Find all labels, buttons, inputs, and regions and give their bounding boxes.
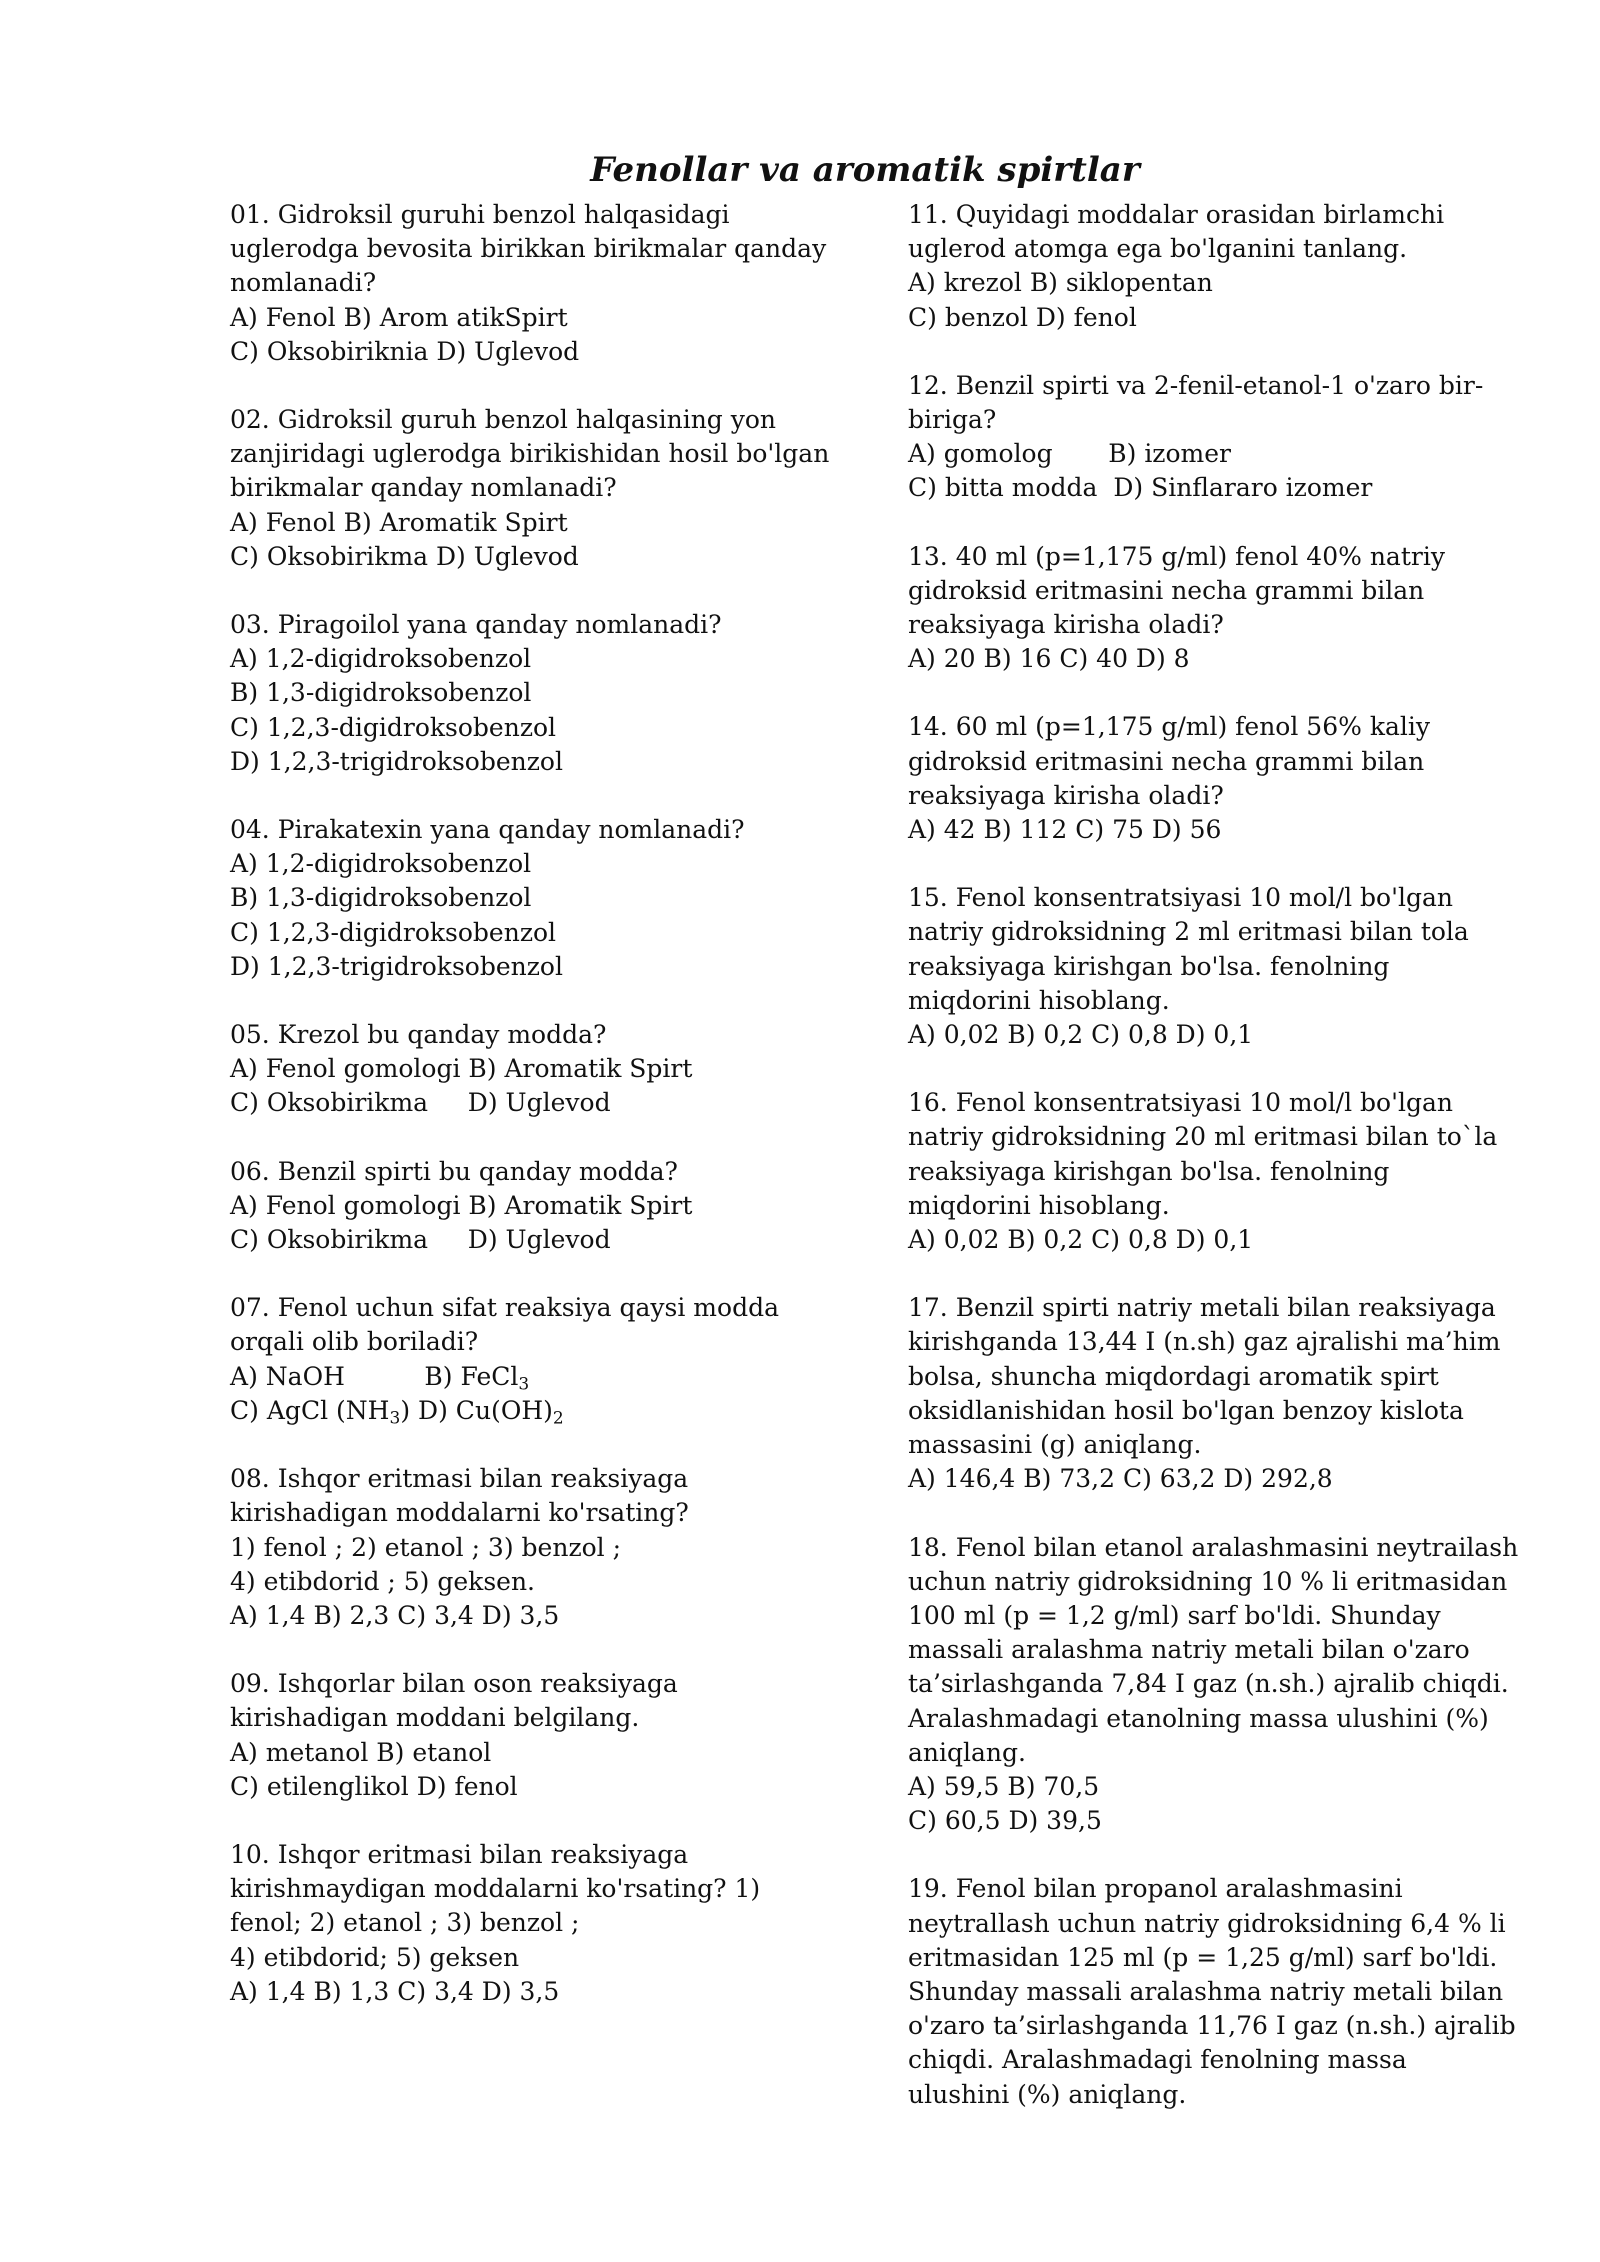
question-line: A) 0,02 B) 0,2 C) 0,8 D) 0,1 bbox=[908, 1020, 1254, 1050]
question-line: nomlanadi? bbox=[230, 268, 377, 298]
question-line: bolsa, shuncha miqdordagi aromatik spirt bbox=[908, 1361, 1439, 1391]
question-line: C) 1,2,3-digidroksobenzol bbox=[230, 917, 557, 947]
question-line: 05. Krezol bu qanday modda? bbox=[230, 1020, 607, 1050]
question-line: gidroksid eritmasini necha grammi bilan bbox=[908, 746, 1425, 776]
question-line: A) 1,4 B) 1,3 C) 3,4 D) 3,5 bbox=[230, 1976, 560, 2006]
question-line: A) 1,2-digidroksobenzol bbox=[230, 849, 532, 879]
question-block bbox=[908, 198, 1508, 335]
question-line: 11. Quyidagi moddalar orasidan birlamchi bbox=[908, 200, 1445, 229]
question-line: C) bitta modda D) Sinflararo izomer bbox=[908, 473, 1373, 503]
question-line: Shunday massali aralashma natriy metali bilan bbox=[908, 1976, 1504, 2006]
question-line: kirishmaydigan moddalarni ko'rsating? 1) bbox=[230, 1874, 761, 1904]
question-line: natriy gidroksidning 2 ml eritmasi bilan tola bbox=[908, 917, 1469, 947]
question-line: biriga? bbox=[908, 405, 997, 435]
question-line: A) 1,2-digidroksobenzol bbox=[230, 644, 532, 674]
question-line: uglerodga bevosita birikkan birikmalar qanday bbox=[230, 234, 827, 264]
question-line: reaksiyaga kirishgan bo'lsa. fenolning bbox=[908, 1156, 1390, 1186]
question-line: 16. Fenol konsentratsiyasi 10 mol/l bo'lgan bbox=[908, 1088, 1453, 1118]
question-line: chiqdi. Aralashmadagi fenolning massa bbox=[908, 2045, 1407, 2075]
question-line: 13. 40 ml (p=1,175 g/ml) fenol 40% natriy bbox=[908, 541, 1445, 571]
question-line: A) NaOH B) FeCl$_3$ bbox=[230, 1361, 530, 1394]
question-line: 08. Ishqor eritmasi bilan reaksiyaga bbox=[230, 1464, 689, 1494]
question-block bbox=[230, 1667, 870, 1804]
question-line: ulushini (%) aniqlang. bbox=[908, 2079, 1187, 2109]
question-line: C) 60,5 D) 39,5 bbox=[908, 1806, 1102, 1836]
question-line: A) krezol B) siklopentan bbox=[908, 268, 1213, 298]
question-line: massasini (g) aniqlang. bbox=[908, 1430, 1202, 1460]
question-block bbox=[908, 710, 1508, 847]
question-line: 04. Pirakatexin yana qanday nomlanadi? bbox=[230, 815, 745, 845]
question-block bbox=[908, 540, 1508, 677]
question-line: C) Oksobirikma D) Uglevod bbox=[230, 1225, 611, 1255]
question-line: A) 146,4 B) 73,2 C) 63,2 D) 292,8 bbox=[908, 1464, 1333, 1494]
question-line: 03. Piragoilol yana qanday nomlanadi? bbox=[230, 610, 722, 640]
question-line: 01. Gidroksil guruhi benzol halqasidagi bbox=[230, 200, 730, 229]
question-block bbox=[230, 1291, 870, 1428]
question-line: 06. Benzil spirti bu qanday modda? bbox=[230, 1156, 678, 1186]
question-line: D) 1,2,3-trigidroksobenzol bbox=[230, 746, 563, 776]
right-column bbox=[908, 198, 1519, 2146]
question-block bbox=[230, 198, 870, 369]
question-line: reaksiyaga kirishgan bo'lsa. fenolning bbox=[908, 951, 1390, 981]
question-line: kirishadigan moddalarni ko'rsating? bbox=[230, 1498, 689, 1528]
question-block bbox=[230, 403, 870, 574]
question-line: gidroksid eritmasini necha grammi bilan bbox=[908, 575, 1425, 605]
question-line: miqdorini hisoblang. bbox=[908, 985, 1170, 1015]
question-block bbox=[230, 813, 870, 984]
question-line: 17. Benzil spirti natriy metali bilan reaksiyaga bbox=[908, 1293, 1496, 1323]
question-line: A) Fenol B) Arom atikSpirt bbox=[230, 302, 568, 332]
question-line: A) gomolog B) izomer bbox=[908, 439, 1231, 469]
question-block bbox=[230, 1462, 870, 1633]
question-line: fenol; 2) etanol ; 3) benzol ; bbox=[230, 1908, 580, 1938]
question-line: uglerod atomga ega bo'lganini tanlang. bbox=[908, 234, 1408, 264]
question-line: A) 42 B) 112 C) 75 D) 56 bbox=[908, 815, 1222, 845]
question-line: C) Oksobiriknia D) Uglevod bbox=[230, 336, 580, 366]
question-line: A) Fenol gomologi B) Aromatik Spirt bbox=[230, 1054, 693, 1084]
question-line: 09. Ishqorlar bilan oson reaksiyaga bbox=[230, 1669, 678, 1699]
question-line: 07. Fenol uchun sifat reaksiya qaysi modda bbox=[230, 1293, 779, 1323]
question-line: 12. Benzil spirti va 2-fenil-etanol-1 o'zaro bir- bbox=[908, 370, 1484, 400]
question-block bbox=[908, 1291, 1508, 1496]
question-block bbox=[908, 1086, 1508, 1257]
question-line: A) 0,02 B) 0,2 C) 0,8 D) 0,1 bbox=[908, 1225, 1254, 1255]
question-line: 14. 60 ml (p=1,175 g/ml) fenol 56% kaliy bbox=[908, 712, 1430, 742]
question-line: eritmasidan 125 ml (p = 1,25 g/ml) sarf bo'ldi. bbox=[908, 1942, 1498, 1972]
question-line: reaksiyaga kirisha oladi? bbox=[908, 780, 1224, 810]
subscript-digit: 2 bbox=[552, 1408, 564, 1429]
question-line: birikmalar qanday nomlanadi? bbox=[230, 473, 617, 503]
left-column bbox=[230, 198, 870, 2043]
question-line: o'zaro ta’sirlashganda 11,76 I gaz (n.sh.) ajralib bbox=[908, 2011, 1516, 2041]
subscript-digit: 3 bbox=[518, 1373, 530, 1394]
question-line: uchun natriy gidroksidning 10 % li eritmasidan bbox=[908, 1566, 1508, 1596]
page-title: Fenollar va aromatik spirtlar bbox=[590, 150, 1140, 190]
question-line: A) metanol B) etanol bbox=[230, 1737, 492, 1767]
question-line: aniqlang. bbox=[908, 1737, 1026, 1767]
question-line: 02. Gidroksil guruh benzol halqasining yon bbox=[230, 405, 777, 435]
question-line: C) AgCl $(NH_3)$ D) $Cu(OH)_2$ bbox=[230, 1395, 564, 1429]
question-line: C) etilenglikol D) fenol bbox=[230, 1771, 518, 1801]
question-line: 15. Fenol konsentratsiyasi 10 mol/l bo'lgan bbox=[908, 883, 1453, 913]
question-line: B) 1,3-digidroksobenzol bbox=[230, 883, 532, 913]
question-line: D) 1,2,3-trigidroksobenzol bbox=[230, 951, 563, 981]
question-block bbox=[908, 1531, 1519, 1839]
question-line: 19. Fenol bilan propanol aralashmasini bbox=[908, 1874, 1403, 1904]
question-line: Aralashmadagi etanolning massa ulushini (%) bbox=[908, 1703, 1489, 1733]
question-block bbox=[230, 1018, 870, 1121]
question-line: A) 1,4 B) 2,3 C) 3,4 D) 3,5 bbox=[230, 1600, 560, 1630]
question-line: 4) etibdorid ; 5) geksen. bbox=[230, 1566, 535, 1596]
question-block bbox=[230, 608, 870, 779]
question-line: C) 1,2,3-digidroksobenzol bbox=[230, 712, 557, 742]
question-line: 1) fenol ; 2) etanol ; 3) benzol ; bbox=[230, 1532, 622, 1562]
question-line: B) 1,3-digidroksobenzol bbox=[230, 678, 532, 708]
question-line: oksidlanishidan hosil bo'lgan benzoy kislota bbox=[908, 1395, 1464, 1425]
question-line: kirishganda 13,44 I (n.sh) gaz ajralishi ma’him bbox=[908, 1327, 1501, 1357]
question-line: C) Oksobirikma D) Uglevod bbox=[230, 1088, 611, 1118]
question-line: reaksiyaga kirisha oladi? bbox=[908, 610, 1224, 640]
question-line: C) benzol D) fenol bbox=[908, 302, 1137, 332]
question-block bbox=[230, 1155, 870, 1258]
question-line: massali aralashma natriy metali bilan o'zaro bbox=[908, 1635, 1470, 1665]
question-line: 100 ml (p = 1,2 g/ml) sarf bo'ldi. Shunday bbox=[908, 1600, 1441, 1630]
question-line: 18. Fenol bilan etanol aralashmasini neytrailash bbox=[908, 1532, 1519, 1562]
question-line: A) 20 B) 16 C) 40 D) 8 bbox=[908, 644, 1190, 674]
question-line: kirishadigan moddani belgilang. bbox=[230, 1703, 640, 1733]
question-line: natriy gidroksidning 20 ml eritmasi bilan to`la bbox=[908, 1122, 1498, 1152]
question-line: 4) etibdorid; 5) geksen bbox=[230, 1942, 520, 1972]
question-block bbox=[908, 1872, 1516, 2111]
question-line: miqdorini hisoblang. bbox=[908, 1190, 1170, 1220]
question-line: orqali olib boriladi? bbox=[230, 1327, 479, 1357]
question-line: A) 59,5 B) 70,5 bbox=[908, 1771, 1100, 1801]
question-block bbox=[908, 369, 1508, 506]
question-block bbox=[230, 1838, 870, 2009]
question-line: C) Oksobirikma D) Uglevod bbox=[230, 541, 579, 571]
question-line: neytrallash uchun natriy gidroksidning 6,4 % li bbox=[908, 1908, 1506, 1938]
question-line: 10. Ishqor eritmasi bilan reaksiyaga bbox=[230, 1839, 689, 1869]
question-line: zanjiridagi uglerodga birikishidan hosil bo'lgan bbox=[230, 439, 830, 469]
question-line: A) Fenol gomologi B) Aromatik Spirt bbox=[230, 1190, 693, 1220]
question-block bbox=[908, 881, 1508, 1052]
question-line: A) Fenol B) Aromatik Spirt bbox=[230, 507, 568, 537]
question-line: ta’sirlashganda 7,84 I gaz (n.sh.) ajralib chiqdi. bbox=[908, 1669, 1509, 1699]
subscript-digit: 3 bbox=[389, 1408, 401, 1429]
